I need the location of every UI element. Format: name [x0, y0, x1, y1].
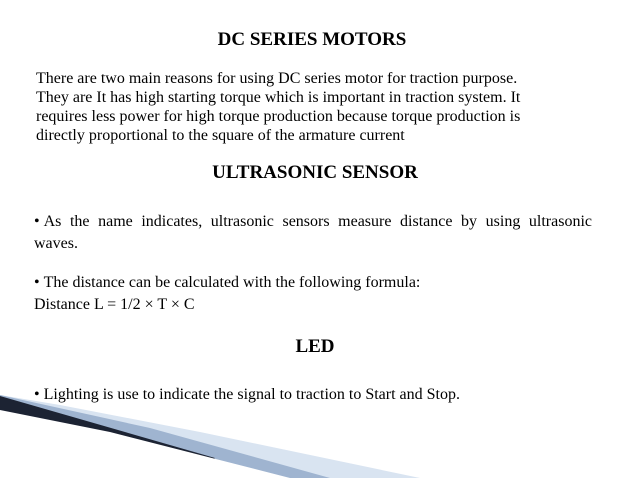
paragraph-line: There are two main reasons for using DC series motor for traction purpose.: [36, 70, 518, 87]
led-heading: LED: [295, 336, 335, 357]
bullet-text: Lighting is use to indicate the signal to traction to Start and Stop.: [43, 386, 460, 403]
formula-line: Distance L = 1/2 × T × C: [34, 296, 195, 313]
led-bullet-1: [34, 385, 614, 404]
dc-series-motors-heading: DC SERIES MOTORS: [217, 29, 407, 50]
paragraph-line: directly proportional to the square of the armature current: [36, 127, 405, 144]
bullet-icon: •: [34, 386, 40, 403]
ultrasonic-bullet-2: [34, 272, 594, 316]
dc-motors-paragraph: [36, 69, 596, 145]
paragraph-line: They are It has high starting torque which is important in traction system. It: [36, 89, 521, 106]
bullet-text: The distance can be calculated with the following formula:: [43, 274, 421, 291]
bullet-line: [34, 272, 594, 294]
bullet-icon: •: [34, 213, 40, 230]
paragraph-line: requires less power for high torque production because torque production is: [36, 108, 521, 125]
bullet-icon: •: [34, 274, 40, 291]
ultrasonic-bullet-1: [34, 211, 592, 255]
bullet-text: As the name indicates, ultrasonic sensors measure distance by using ultrasonic waves.: [34, 213, 592, 252]
ultrasonic-sensor-heading: ULTRASONIC SENSOR: [212, 162, 418, 183]
